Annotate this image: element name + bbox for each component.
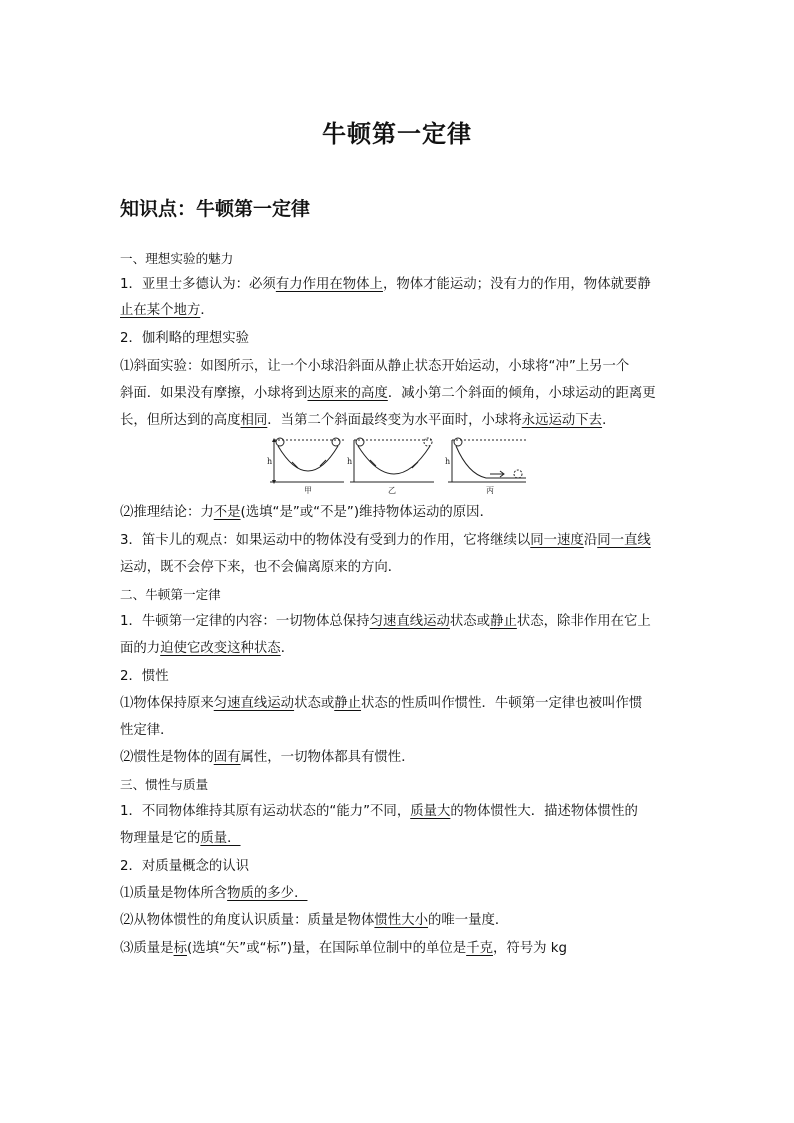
answer-underline: 千克	[466, 941, 493, 956]
answer-underline: 达原来的高度	[307, 386, 388, 401]
answer-underline: 静止	[490, 614, 517, 629]
height-label: h	[445, 457, 451, 466]
paragraph-line: 性定律．	[120, 723, 174, 738]
height-label: h	[347, 457, 353, 466]
paragraph-line: 3．笛卡儿的观点：如果运动中的物体没有受到力的作用，它将继续以同一速度沿同一直线	[120, 533, 651, 548]
paragraph-line: ⑶质量是标(选填“矢”或“标”)量，在国际单位制中的单位是千克，符号为 kg	[120, 941, 568, 956]
figure-label-bing: 丙	[486, 486, 494, 495]
answer-underline: 惯性大小	[374, 913, 428, 928]
answer-underline: 质量大	[410, 804, 451, 819]
answer-underline: 不是	[213, 505, 241, 520]
answer-underline: 匀速直线运动	[213, 696, 295, 711]
answer-underline: 物质的多少．	[227, 886, 308, 901]
answer-underline: 静止	[334, 696, 362, 711]
subsection-title: 2．惯性	[120, 669, 169, 684]
answer-underline: 同一速度	[530, 533, 584, 548]
answer-underline: 止在某个地方	[120, 303, 201, 318]
paragraph-line: ⑴斜面实验：如图所示，让一个小球沿斜面从静止状态开始运动，小球将“冲”上另一个	[120, 359, 630, 374]
section-title-3: 三、惯性与质量	[120, 777, 209, 792]
page-title: 牛顿第一定律	[322, 120, 472, 148]
answer-underline: 相同	[240, 413, 268, 428]
paragraph-line: ⑴物体保持原来匀速直线运动状态或静止状态的性质叫作惯性．牛顿第一定律也被叫作惯	[120, 696, 643, 711]
paragraph-line: 1．不同物体维持其原有运动状态的“能力”不同，质量大的物体惯性大．描述物体惯性的	[120, 804, 638, 819]
paragraph-line: 斜面．如果没有摩擦，小球将到达原来的高度．减小第二个斜面的倾角，小球运动的距离更	[120, 386, 656, 401]
subsection-title: 2．伽利略的理想实验	[120, 331, 250, 346]
paragraph-line: 物理量是它的质量．	[120, 831, 241, 846]
paragraph-line: ⑵惯性是物体的固有属性，一切物体都具有惯性．	[120, 750, 415, 765]
paragraph-line: ⑵从物体惯性的角度认识质量：质量是物体惯性大小的唯一量度．	[120, 913, 509, 928]
paragraph-line: 运动，既不会停下来，也不会偏离原来的方向．	[120, 560, 402, 575]
figure-label-yi: 乙	[388, 486, 396, 495]
paragraph-line: 长，但所达到的高度相同．当第二个斜面最终变为水平面时，小球将永远运动下去．	[120, 413, 616, 428]
section-title-2: 二、牛顿第一定律	[120, 587, 221, 602]
inclined-plane-figure	[264, 436, 534, 496]
paragraph-line: 1．亚里士多德认为：必须有力作用在物体上，物体才能运动；没有力的作用，物体就要静	[120, 277, 651, 292]
subsection-title: 2．对质量概念的认识	[120, 859, 250, 874]
paragraph-line: ⑴质量是物体所含物质的多少．	[120, 886, 308, 901]
answer-underline: 永远运动下去	[521, 413, 603, 428]
height-label: h	[267, 457, 273, 466]
paragraph-line: 面的力迫使它改变这种状态．	[120, 641, 295, 656]
answer-underline: 有力作用在物体上	[275, 277, 383, 292]
answer-underline: 质量．	[200, 831, 241, 846]
answer-underline: 固有	[213, 750, 241, 765]
paragraph-line: 1．牛顿第一定律的内容：一切物体总保持匀速直线运动状态或静止状态，除非作用在它上	[120, 614, 651, 629]
paragraph-line: 止在某个地方．	[120, 303, 214, 318]
answer-underline: 同一直线	[597, 533, 651, 548]
answer-underline: 迫使它改变这种状态	[160, 641, 281, 656]
answer-underline: 标	[173, 941, 187, 956]
answer-underline: 匀速直线运动	[369, 614, 450, 629]
paragraph-line: ⑵推理结论：力不是(选填“是”或“不是”)维持物体运动的原因．	[120, 505, 493, 520]
section-heading: 知识点：牛顿第一定律	[120, 198, 311, 220]
section-title-1: 一、理想实验的魅力	[120, 251, 234, 266]
figure-label-jia: 甲	[304, 486, 312, 495]
